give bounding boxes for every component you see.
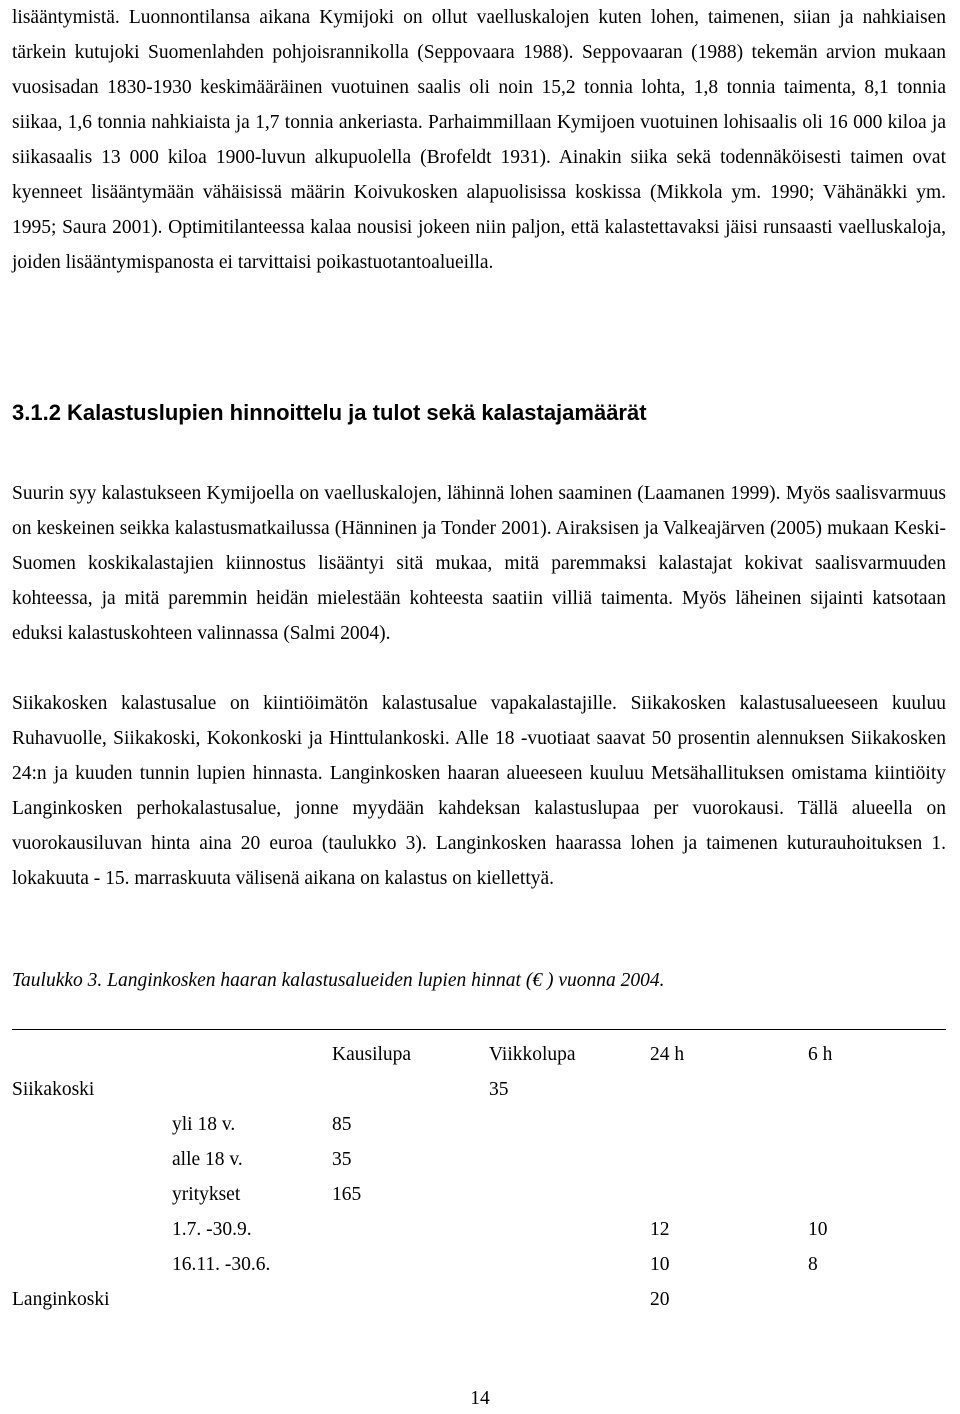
- table-cell: yli 18 v.: [172, 1113, 236, 1135]
- table-cell: 16.11. -30.6.: [172, 1253, 271, 1275]
- table-cell: [489, 1282, 650, 1317]
- table-header-cell: Viikkolupa: [489, 1043, 576, 1065]
- table-cell: [650, 1142, 808, 1177]
- table-cell: [650, 1072, 808, 1107]
- table-cell: 20: [650, 1288, 670, 1310]
- table-cell: [808, 1142, 946, 1177]
- table-cell: 165: [332, 1183, 362, 1205]
- table-header-row: [12, 1037, 946, 1072]
- table-cell: 10: [808, 1218, 828, 1240]
- table-cell: 10: [650, 1253, 670, 1275]
- table-top-rule: [12, 1029, 946, 1030]
- table-header-cell: [12, 1037, 172, 1072]
- table-row: [12, 1107, 946, 1142]
- table-row: [12, 1282, 946, 1317]
- table-header-cell: 6 h: [808, 1043, 833, 1065]
- table-cell: [12, 1212, 172, 1247]
- table-cell: [650, 1177, 808, 1212]
- table-cell: [12, 1142, 172, 1177]
- table-cell: [489, 1177, 650, 1212]
- table-cell: [172, 1282, 332, 1317]
- table-row: [12, 1177, 946, 1212]
- page-number: 14: [470, 1388, 490, 1409]
- table-cell: [12, 1177, 172, 1212]
- table-cell: [489, 1107, 650, 1142]
- section-paragraph-2: Siikakosken kalastusalue on kiintiöimätön kalastusalue vapakalastajille. Siikakosken kalastusalueeseen kuuluu Ruhavuolle, Siikakoski, Kokonkoski ja Hinttulankoski. Alle 18 -vuotiaat saavat 50 prosentin alennuksen Siikakosken 24:n ja kuuden tunnin lupien hinnasta. Langinkosken haaran alueeseen kuuluu Metsähallituksen omistama kiintiöity Langinkosken perhokalastusalue, jonne myydään kahdeksan kalastuslupaa per vuorokausi. Tällä alueella on vuorokausiluvan hinta aina 20 euroa (taulukko 3). Langinkosken haarassa lohen ja taimenen kuturauhoituksen 1. lokakuuta - 15. marraskuuta välisenä aikana on kalastus on kiellettyä.: [12, 693, 946, 889]
- table-cell: 35: [332, 1148, 352, 1170]
- table-cell: [332, 1282, 489, 1317]
- table-caption: Taulukko 3. Langinkosken haaran kalastusalueiden lupien hinnat (€ ) vuonna 2004.: [12, 970, 665, 991]
- intro-paragraph: lisääntymistä. Luonnontilansa aikana Kymijoki on ollut vaelluskalojen kuten lohen, taimenen, siian ja nahkiaisen tärkein kutujoki Suomenlahden pohjoisrannikolla (Seppovaara 1988). Seppovaaran (1988) tekemän arvion mukaan vuosisadan 1830-1930 keskimääräinen vuotuinen saalis oli noin 15,2 tonnia lohta, 1,8 tonnia taimenta, 8,1 tonnia siikaa, 1,6 tonnia nahkiaista ja 1,7 tonnia ankeriasta. Parhaimmillaan Kymijoen vuotuinen lohisaalis oli 16 000 kiloa ja siikasaalis 13 000 kiloa 1900-luvun alkupuolella (Brofeldt 1931). Ainakin siika sekä todennäköisesti taimen ovat kyenneet lisääntymään vähäisissä määrin Koivukosken alapuolisissa koskissa (Mikkola ym. 1990; Vähänäkki ym. 1995; Saura 2001). Optimitilanteessa kalaa nousisi jokeen niin paljon, että kalastettavaksi jäisi runsaasti vaelluskaloja, joiden lisääntymispanosta ei tarvittaisi poikastuotantoalueilla.: [12, 7, 946, 273]
- table-cell: [650, 1107, 808, 1142]
- table-cell: [808, 1282, 946, 1317]
- table-header-cell: 24 h: [650, 1043, 685, 1065]
- table-cell: 8: [808, 1253, 818, 1275]
- table-cell: [12, 1107, 172, 1142]
- table-cell: [489, 1247, 650, 1282]
- table-row: [12, 1142, 946, 1177]
- table-row: [12, 1212, 946, 1247]
- table-cell: alle 18 v.: [172, 1148, 243, 1170]
- table-cell: Langinkoski: [12, 1288, 110, 1310]
- table-cell: 12: [650, 1218, 670, 1240]
- table-row: [12, 1247, 946, 1282]
- table-cell: Siikakoski: [12, 1078, 95, 1100]
- table-cell: [12, 1247, 172, 1282]
- table-cell: 1.7. -30.9.: [172, 1218, 252, 1240]
- table-cell: [172, 1072, 332, 1107]
- table-row: [12, 1072, 946, 1107]
- table-header-cell: Kausilupa: [332, 1043, 412, 1065]
- table-cell: [808, 1107, 946, 1142]
- table-cell: yritykset: [172, 1183, 241, 1205]
- table-cell: [808, 1177, 946, 1212]
- table-cell: 85: [332, 1113, 352, 1135]
- table-cell: [332, 1212, 489, 1247]
- section-heading: 3.1.2 Kalastuslupien hinnoittelu ja tulot sekä kalastajamäärät: [12, 400, 647, 425]
- table-cell: [332, 1072, 489, 1107]
- price-table: [12, 1037, 946, 1317]
- section-paragraph-1: Suurin syy kalastukseen Kymijoella on vaelluskalojen, lähinnä lohen saaminen (Laamanen 1999). Myös saalisvarmuus on keskeinen seikka kalastusmatkailussa (Hänninen ja Tonder 2001). Airaksisen ja Valkeajärven (2005) mukaan Keski-Suomen koskikalastajien kiinnostus lisääntyi sitä mukaa, mitä paremmaksi kalastajat kokivat saalisvarmuuden kohteessa, ja mitä paremmin heidän mielestään kohteesta saatiin villiä taimenta. Myös läheinen sijainti katsotaan eduksi kalastuskohteen valinnassa (Salmi 2004).: [12, 483, 946, 644]
- table-header-cell: [172, 1037, 332, 1072]
- table-cell: [808, 1072, 946, 1107]
- table-cell: 35: [489, 1078, 509, 1100]
- table-cell: [489, 1142, 650, 1177]
- table-cell: [489, 1212, 650, 1247]
- table-cell: [332, 1247, 489, 1282]
